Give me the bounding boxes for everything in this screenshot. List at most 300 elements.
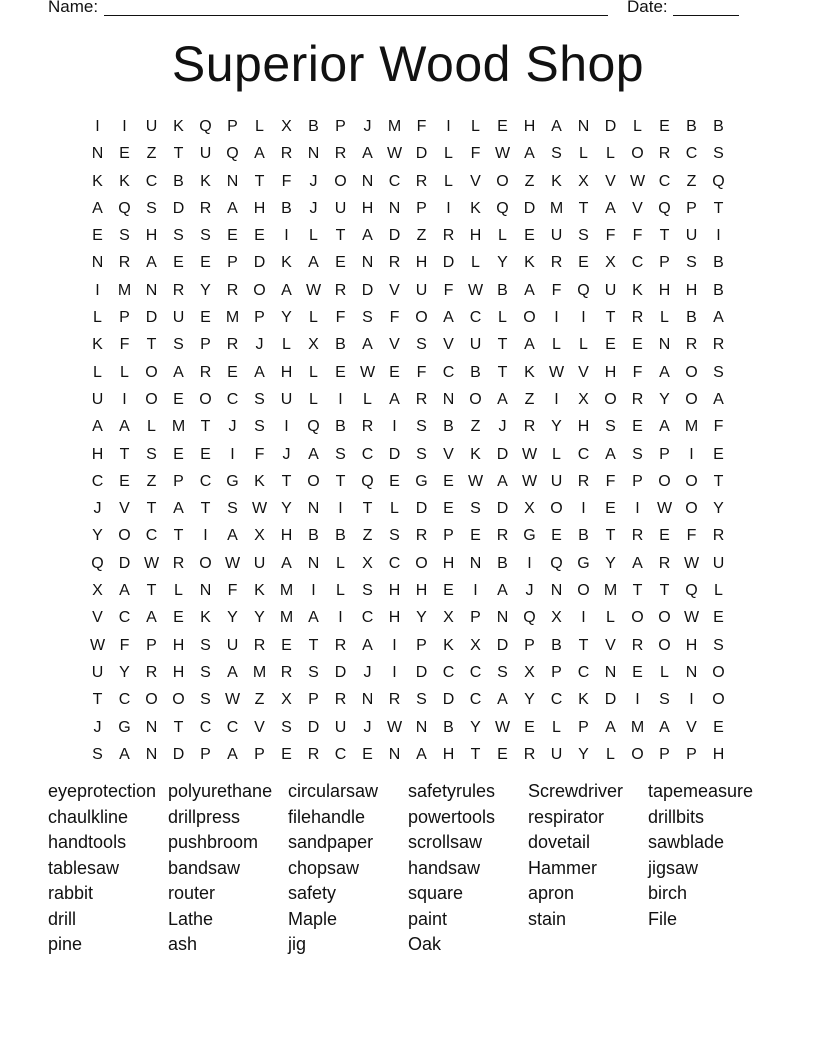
grid-letter: I bbox=[689, 445, 694, 463]
grid-letter: T bbox=[173, 145, 184, 163]
grid-letter: U bbox=[91, 390, 104, 408]
grid-letter: A bbox=[524, 281, 535, 299]
grid-letter: Q bbox=[361, 472, 374, 490]
grid-letter: U bbox=[685, 227, 698, 245]
grid-letter: S bbox=[335, 445, 346, 463]
grid-letter: J bbox=[282, 445, 291, 463]
grid-row bbox=[84, 222, 732, 249]
grid-letter: S bbox=[227, 500, 238, 518]
grid-letter: T bbox=[146, 336, 157, 354]
word-list-item: stain bbox=[528, 908, 567, 929]
grid-letter: E bbox=[551, 527, 562, 545]
grid-letter: I bbox=[392, 636, 397, 654]
grid-letter: N bbox=[91, 145, 104, 163]
grid-letter: Q bbox=[118, 199, 131, 217]
grid-letter: R bbox=[172, 281, 185, 299]
grid-letter: B bbox=[470, 363, 481, 381]
grid-letter: W bbox=[683, 609, 700, 627]
grid-letter: A bbox=[497, 691, 508, 709]
grid-letter: X bbox=[281, 691, 292, 709]
grid-letter: S bbox=[200, 227, 211, 245]
grid-letter: S bbox=[173, 336, 184, 354]
grid-letter: P bbox=[470, 609, 481, 627]
grid-letter: J bbox=[228, 418, 237, 436]
grid-letter: O bbox=[712, 691, 725, 709]
grid-letter: F bbox=[389, 309, 400, 327]
grid-letter: R bbox=[496, 527, 509, 545]
grid-letter: L bbox=[444, 172, 453, 190]
grid-letter: V bbox=[605, 636, 616, 654]
grid-letter: A bbox=[497, 472, 508, 490]
grid-letter: E bbox=[632, 663, 643, 681]
grid-letter: U bbox=[550, 745, 563, 763]
grid-letter: I bbox=[338, 609, 343, 627]
grid-letter: A bbox=[119, 745, 130, 763]
grid-letter: D bbox=[388, 445, 401, 463]
grid-letter: T bbox=[335, 227, 346, 245]
grid-letter: W bbox=[629, 172, 646, 190]
word-list-item: safety bbox=[288, 883, 337, 903]
grid-letter: I bbox=[95, 281, 100, 299]
grid-letter: D bbox=[388, 227, 401, 245]
grid-letter: A bbox=[524, 336, 535, 354]
grid-letter: N bbox=[361, 254, 374, 272]
grid-letter: W bbox=[89, 636, 106, 654]
grid-letter: P bbox=[686, 199, 697, 217]
grid-letter: R bbox=[361, 418, 374, 436]
grid-letter: Y bbox=[227, 609, 238, 627]
grid-letter: N bbox=[658, 336, 671, 354]
grid-letter: R bbox=[172, 554, 185, 572]
word-list-item: handtools bbox=[48, 832, 127, 852]
grid-letter: K bbox=[200, 609, 211, 627]
grid-letter: C bbox=[118, 691, 131, 709]
grid-row bbox=[84, 277, 732, 304]
grid-letter: C bbox=[469, 309, 482, 327]
grid-letter: C bbox=[442, 663, 455, 681]
grid-letter: D bbox=[253, 254, 266, 272]
grid-letter: X bbox=[362, 554, 373, 572]
grid-letter: X bbox=[578, 172, 589, 190]
grid-letter: B bbox=[335, 527, 346, 545]
word-list-item: Oak bbox=[408, 934, 442, 954]
grid-letter: D bbox=[415, 145, 428, 163]
grid-letter: I bbox=[581, 500, 586, 518]
grid-letter: I bbox=[716, 227, 721, 245]
grid-letter: N bbox=[550, 582, 563, 600]
grid-letter: L bbox=[606, 145, 615, 163]
grid-letter: K bbox=[632, 281, 643, 299]
grid-letter: E bbox=[632, 418, 643, 436]
grid-letter: L bbox=[147, 418, 156, 436]
grid-letter: A bbox=[119, 582, 130, 600]
grid-letter: L bbox=[471, 254, 480, 272]
grid-letter: F bbox=[119, 636, 130, 654]
grid-letter: Z bbox=[524, 390, 535, 408]
word-list-item: jig bbox=[288, 934, 307, 954]
grid-letter: B bbox=[335, 336, 346, 354]
grid-letter: J bbox=[525, 582, 534, 600]
word-list-item: handsaw bbox=[408, 857, 481, 878]
grid-letter: N bbox=[577, 118, 590, 135]
grid-letter: X bbox=[524, 500, 535, 518]
grid-letter: H bbox=[577, 418, 590, 436]
grid-letter: E bbox=[173, 609, 184, 627]
grid-letter: A bbox=[524, 145, 535, 163]
grid-letter: H bbox=[172, 663, 185, 681]
grid-letter: O bbox=[658, 636, 671, 654]
grid-letter: V bbox=[686, 718, 697, 736]
grid-letter: O bbox=[145, 691, 158, 709]
grid-letter: H bbox=[388, 609, 401, 627]
grid-letter: C bbox=[469, 691, 482, 709]
grid-letter: K bbox=[92, 336, 103, 354]
grid-letter: C bbox=[388, 554, 401, 572]
grid-letter: O bbox=[415, 554, 428, 572]
grid-letter: R bbox=[145, 663, 158, 681]
grid-letter: P bbox=[227, 254, 238, 272]
grid-letter: E bbox=[92, 227, 103, 245]
grid-letter: L bbox=[363, 390, 372, 408]
grid-letter: E bbox=[227, 363, 238, 381]
grid-letter: O bbox=[685, 390, 698, 408]
grid-row bbox=[84, 441, 732, 468]
grid-letter: R bbox=[523, 745, 536, 763]
grid-letter: A bbox=[659, 718, 670, 736]
grid-letter: Z bbox=[254, 691, 265, 709]
grid-letter: I bbox=[527, 554, 532, 572]
grid-letter: P bbox=[119, 309, 130, 327]
grid-letter: I bbox=[581, 309, 586, 327]
grid-letter: F bbox=[335, 309, 346, 327]
word-list-item: drill bbox=[48, 908, 77, 929]
word-list-item: filehandle bbox=[288, 806, 366, 827]
grid-letter: X bbox=[281, 118, 292, 135]
page-title: Superior Wood Shop bbox=[171, 36, 645, 92]
grid-letter: A bbox=[632, 554, 643, 572]
word-list-item: router bbox=[168, 883, 216, 903]
grid-letter: C bbox=[226, 390, 239, 408]
grid-letter: L bbox=[390, 500, 399, 518]
word-list-item: rabbit bbox=[48, 883, 94, 903]
grid-letter: I bbox=[122, 118, 127, 135]
grid-letter: F bbox=[470, 145, 481, 163]
grid-letter: W bbox=[467, 281, 484, 299]
word-list-item: Screwdriver bbox=[528, 781, 624, 801]
grid-row bbox=[84, 168, 732, 195]
grid-letter: L bbox=[660, 309, 669, 327]
grid-letter: Z bbox=[146, 472, 157, 490]
grid-letter: O bbox=[604, 390, 617, 408]
grid-letter: N bbox=[361, 172, 374, 190]
grid-letter: E bbox=[227, 227, 238, 245]
grid-letter: E bbox=[362, 745, 373, 763]
grid-row bbox=[84, 686, 732, 713]
grid-letter: V bbox=[389, 336, 400, 354]
grid-letter: Y bbox=[659, 390, 670, 408]
grid-letter: C bbox=[658, 172, 671, 190]
grid-letter: M bbox=[117, 281, 132, 299]
grid-letter: Y bbox=[605, 554, 616, 572]
grid-letter: X bbox=[443, 609, 454, 627]
grid-letter: A bbox=[308, 445, 319, 463]
grid-letter: I bbox=[473, 582, 478, 600]
grid-letter: S bbox=[254, 390, 265, 408]
grid-letter: D bbox=[172, 745, 185, 763]
header bbox=[0, 0, 816, 19]
grid-letter: O bbox=[631, 745, 644, 763]
grid-letter: H bbox=[91, 445, 104, 463]
grid-letter: I bbox=[554, 309, 559, 327]
grid-letter: Z bbox=[686, 172, 697, 190]
grid-letter: M bbox=[171, 418, 186, 436]
grid-letter: F bbox=[281, 172, 292, 190]
word-list-item: birch bbox=[648, 883, 688, 903]
grid-letter: W bbox=[494, 718, 511, 736]
grid-row bbox=[84, 195, 732, 222]
grid-letter: U bbox=[334, 718, 347, 736]
grid-letter: P bbox=[335, 118, 346, 135]
grid-letter: P bbox=[200, 745, 211, 763]
grid-letter: N bbox=[91, 254, 104, 272]
grid-letter: F bbox=[416, 118, 427, 135]
grid-letter: Z bbox=[470, 418, 481, 436]
word-list-item: paint bbox=[408, 908, 448, 929]
grid-letter: W bbox=[386, 145, 403, 163]
grid-letter: F bbox=[713, 418, 724, 436]
grid-letter: A bbox=[146, 254, 157, 272]
grid-letter: A bbox=[443, 309, 454, 327]
grid-letter: P bbox=[578, 718, 589, 736]
grid-letter: F bbox=[254, 445, 265, 463]
grid-letter: Y bbox=[281, 309, 292, 327]
grid-letter: L bbox=[606, 609, 615, 627]
grid-letter: R bbox=[442, 227, 455, 245]
grid-letter: O bbox=[712, 663, 725, 681]
grid-row bbox=[84, 249, 732, 276]
grid-letter: E bbox=[119, 145, 130, 163]
grid-letter: Y bbox=[497, 254, 508, 272]
grid-letter: B bbox=[578, 527, 589, 545]
grid-row bbox=[84, 550, 732, 577]
grid-letter: L bbox=[309, 227, 318, 245]
grid-letter: T bbox=[713, 472, 724, 490]
grid-letter: V bbox=[578, 363, 589, 381]
grid-letter: N bbox=[199, 582, 212, 600]
grid-letter: F bbox=[605, 472, 616, 490]
grid-letter: V bbox=[470, 172, 481, 190]
word-list-item: safetyrules bbox=[408, 781, 496, 801]
grid-letter: H bbox=[415, 582, 428, 600]
grid-letter: O bbox=[145, 363, 158, 381]
grid-letter: N bbox=[496, 609, 509, 627]
grid-letter: D bbox=[496, 636, 509, 654]
grid-letter: P bbox=[146, 636, 157, 654]
grid-letter: K bbox=[470, 199, 481, 217]
grid-letter: Y bbox=[578, 745, 589, 763]
grid-letter: C bbox=[361, 609, 374, 627]
grid-letter: S bbox=[146, 199, 157, 217]
grid-letter: E bbox=[200, 309, 211, 327]
grid-letter: N bbox=[145, 718, 158, 736]
grid-letter: A bbox=[551, 118, 562, 135]
grid-letter: T bbox=[119, 445, 130, 463]
grid-letter: I bbox=[635, 691, 640, 709]
grid-letter: E bbox=[578, 254, 589, 272]
grid-letter: S bbox=[686, 254, 697, 272]
grid-letter: A bbox=[362, 336, 373, 354]
grid-letter: E bbox=[200, 254, 211, 272]
grid-letter: G bbox=[577, 554, 590, 572]
grid-letter: T bbox=[173, 718, 184, 736]
grid-letter: F bbox=[227, 582, 238, 600]
name-blank-line bbox=[104, 0, 608, 16]
grid-letter: B bbox=[713, 254, 724, 272]
grid-letter: E bbox=[389, 472, 400, 490]
grid-letter: H bbox=[145, 227, 158, 245]
grid-letter: L bbox=[633, 118, 642, 135]
grid-letter: S bbox=[281, 718, 292, 736]
grid-letter: E bbox=[605, 500, 616, 518]
grid-letter: Q bbox=[307, 418, 320, 436]
grid-letter: L bbox=[93, 309, 102, 327]
grid-letter: Q bbox=[658, 199, 671, 217]
grid-letter: P bbox=[686, 745, 697, 763]
word-list-item: drillpress bbox=[168, 806, 241, 827]
grid-letter: A bbox=[659, 418, 670, 436]
grid-letter: E bbox=[524, 718, 535, 736]
word-list-item: polyurethane bbox=[168, 781, 273, 801]
grid-letter: X bbox=[92, 582, 103, 600]
grid-letter: B bbox=[281, 199, 292, 217]
grid-letter: E bbox=[659, 118, 670, 135]
grid-row bbox=[84, 113, 732, 140]
grid-letter: H bbox=[361, 199, 374, 217]
grid-letter: S bbox=[362, 582, 373, 600]
grid-row bbox=[84, 604, 732, 631]
grid-letter: S bbox=[200, 663, 211, 681]
grid-letter: K bbox=[443, 636, 454, 654]
grid-letter: Y bbox=[200, 281, 211, 299]
grid-letter: O bbox=[145, 390, 158, 408]
grid-letter: P bbox=[659, 445, 670, 463]
grid-letter: R bbox=[307, 745, 320, 763]
grid-letter: I bbox=[284, 227, 289, 245]
grid-letter: K bbox=[92, 172, 103, 190]
date-label: Date: bbox=[627, 0, 668, 16]
grid-row bbox=[84, 741, 732, 768]
grid-letter: K bbox=[119, 172, 130, 190]
word-list-item: scrollsaw bbox=[408, 832, 483, 852]
grid-letter: S bbox=[416, 336, 427, 354]
word-list-item: apron bbox=[528, 883, 575, 903]
grid-letter: I bbox=[446, 199, 451, 217]
grid-row bbox=[84, 304, 732, 331]
grid-letter: R bbox=[685, 336, 698, 354]
grid-letter: U bbox=[226, 636, 239, 654]
grid-letter: Q bbox=[91, 554, 104, 572]
grid-letter: U bbox=[145, 118, 158, 135]
grid-letter: F bbox=[119, 336, 130, 354]
grid-letter: S bbox=[578, 227, 589, 245]
grid-letter: A bbox=[713, 390, 724, 408]
grid-letter: R bbox=[118, 254, 131, 272]
grid-letter: V bbox=[443, 445, 454, 463]
grid-letter: P bbox=[524, 636, 535, 654]
grid-letter: T bbox=[335, 472, 346, 490]
grid-letter: R bbox=[226, 336, 239, 354]
grid-letter: N bbox=[604, 663, 617, 681]
grid-letter: P bbox=[200, 336, 211, 354]
grid-letter: W bbox=[386, 718, 403, 736]
grid-letter: S bbox=[416, 418, 427, 436]
grid-letter: L bbox=[714, 582, 723, 600]
grid-letter: D bbox=[307, 718, 320, 736]
grid-letter: R bbox=[334, 691, 347, 709]
grid-letter: W bbox=[251, 500, 268, 518]
grid-letter: H bbox=[280, 363, 293, 381]
grid-letter: E bbox=[605, 336, 616, 354]
grid-letter: S bbox=[200, 691, 211, 709]
grid-row bbox=[84, 413, 732, 440]
grid-letter: I bbox=[338, 390, 343, 408]
grid-letter: E bbox=[713, 445, 724, 463]
grid-letter: L bbox=[552, 718, 561, 736]
grid-letter: E bbox=[200, 445, 211, 463]
grid-letter: S bbox=[389, 527, 400, 545]
grid-letter: A bbox=[227, 199, 238, 217]
grid-letter: J bbox=[309, 172, 318, 190]
grid-letter: K bbox=[524, 254, 535, 272]
grid-row bbox=[84, 659, 732, 686]
grid-letter: I bbox=[446, 118, 451, 135]
grid-letter: V bbox=[632, 199, 643, 217]
grid-letter: C bbox=[577, 445, 590, 463]
grid-letter: A bbox=[605, 199, 616, 217]
grid-letter: R bbox=[226, 281, 239, 299]
word-list-item: square bbox=[408, 883, 464, 903]
grid-letter: D bbox=[118, 554, 131, 572]
grid-letter: V bbox=[605, 172, 616, 190]
grid-letter: L bbox=[120, 363, 129, 381]
grid-letter: W bbox=[224, 554, 241, 572]
grid-letter: K bbox=[254, 472, 265, 490]
grid-letter: F bbox=[416, 363, 427, 381]
grid-letter: S bbox=[92, 745, 103, 763]
grid-letter: I bbox=[203, 527, 208, 545]
grid-letter: T bbox=[173, 527, 184, 545]
grid-letter: C bbox=[226, 718, 239, 736]
grid-letter: T bbox=[146, 500, 157, 518]
grid-letter: H bbox=[415, 254, 428, 272]
grid-letter: S bbox=[632, 445, 643, 463]
grid-letter: A bbox=[227, 527, 238, 545]
grid-letter: O bbox=[685, 363, 698, 381]
grid-letter: R bbox=[658, 145, 671, 163]
grid-letter: T bbox=[146, 582, 157, 600]
grid-letter: E bbox=[119, 472, 130, 490]
grid-letter: N bbox=[388, 745, 401, 763]
grid-letter: V bbox=[119, 500, 130, 518]
grid-letter: A bbox=[362, 227, 373, 245]
grid-letter: A bbox=[308, 609, 319, 627]
grid-letter: S bbox=[416, 691, 427, 709]
grid-letter: M bbox=[603, 582, 618, 600]
grid-letter: W bbox=[143, 554, 160, 572]
grid-letter: W bbox=[467, 472, 484, 490]
grid-letter: D bbox=[442, 691, 455, 709]
grid-letter: A bbox=[281, 281, 292, 299]
